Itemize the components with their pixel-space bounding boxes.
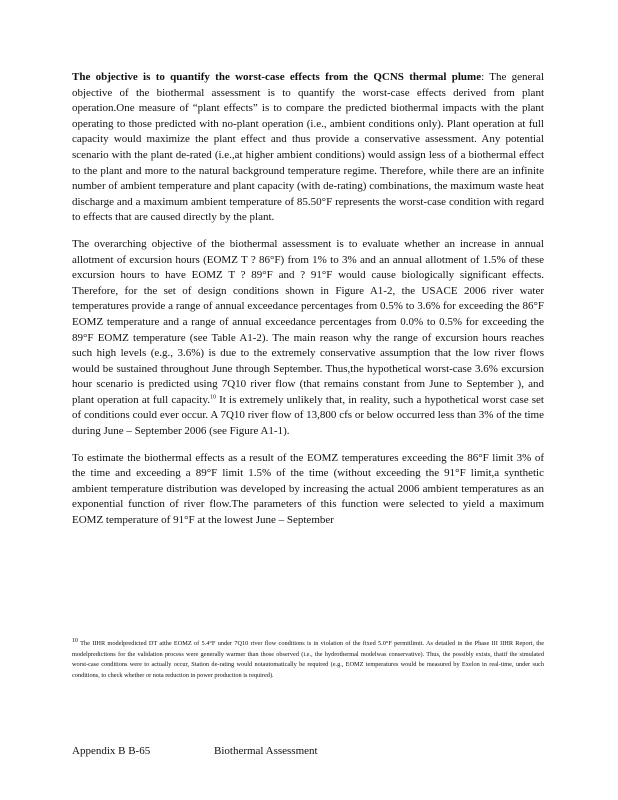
footer-section-title: Biothermal Assessment (214, 745, 318, 757)
paragraph-overarching-objective (72, 237, 544, 440)
paragraph-estimate-effects: To estimate the biothermal effects as a result of the EOMZ temperatures exceeding the 86°F limit 3% of the time and exceeding a 89°F limit 1.5% of the time (without exceeding the 91°F limit,a synthetic ambient temperature distribution was developed by increasing the actual 2006 ambient temperatures as an exponential function of river flow.The parameters of this function were selected to yield a maximum EOMZ temperature of 91°F at the lowest June – September (72, 451, 544, 527)
paragraph-overarching-text-b: It is extremely unlikely that, in reality, such a hypothetical worst case set of conditions could ever occur. A 7Q10 river flow of 13,800 cfs or below occurred less than 3% of the time during June – September 2006 (see Figure A1-1). (72, 393, 544, 438)
footnote-block (72, 639, 544, 681)
paragraph-lead-heading: The objective is to quantify the worst-case effects from the QCNS thermal plume (72, 71, 482, 83)
footer-appendix-page: Appendix B B-65 (72, 745, 151, 757)
footnote-reference: 10 (210, 394, 217, 401)
footnote-text: The IIHR modelpredicted DT atthe EOMZ of 5.4°F under 7Q10 river flow conditions is in violation of the fixed 5.0°F permitlimit. As detailed in the Phase III IIHR Report, the modelpredictions for the validation process were generally warmer than those observed (i.e., the hydrothermal modelwas conservative). Thus, the possibly exists, thatif the simulated worst-case conditions were to actually occur, Station de-rating would notautomatically be required (e.g., EOMZ temperatures would be measured by Exelon in real-time, under such conditions, to check whether or nota reduction in power production is required). (72, 640, 544, 679)
page-footer (72, 744, 544, 758)
document-body (72, 70, 544, 529)
footnote (72, 639, 544, 681)
paragraph-objective-text: : The general objective of the biothermal assessment is to quantify the worst-case effects derived from plant operation.One measure of “plant effects” is to compare the predicted biothermal impacts with the plant operating to those predicted with no-plant operation (i.e., ambient conditions only). Plant operation at full capacity would maximize the plant effect and thus provide a conservative assessment. Any potential scenario with the plant de-rated (i.e.,at higher ambient conditions) would assign less of a biothermal effect to the plant and more to the natural background temperature regime. Therefore, while there are an infinite number of ambient temperature and plant capacity (with de-rating) combinations, the maximum waste heat discharge and a maximum ambient temperature of 85.50°F represents the worst-case condition with regard to effects that are caused directly by the plant. (72, 71, 544, 224)
paragraph-overarching-text-a: The overarching objective of the biothermal assessment is to evaluate whether an increase in annual allotment of excursion hours (EOMZ T ? 86°F) from 1% to 3% and an annual allotment of 1.5% of these excursion hours to have EOMZ T ? 89°F and ? 91°F would cause biologically significant effects. Therefore, for the set of design conditions shown in Figure A1-2, the USACE 2006 river water temperatures provide a range of annual exceedance percentages from 0.5% to 3.6% for exceeding the 86°F EOMZ temperature and a range of annual exceedance percentages from 0.0% to 0.5% for exceeding the 89°F EOMZ temperature (see Table A1-2). The main reason why the range of excursion hours reaches such high levels (e.g., 3.6%) is due to the extremely conservative assumption that the low river flows would be sustained throughout June through September. Thus,the hypothetical worst-case 3.6% excursion hour scenario is predicted using 7Q10 river flow (that remains constant from June to September ), and plant operation at full capacity. (72, 237, 544, 406)
footnote-number: 10 (72, 637, 78, 644)
paragraph-objective (72, 70, 544, 226)
